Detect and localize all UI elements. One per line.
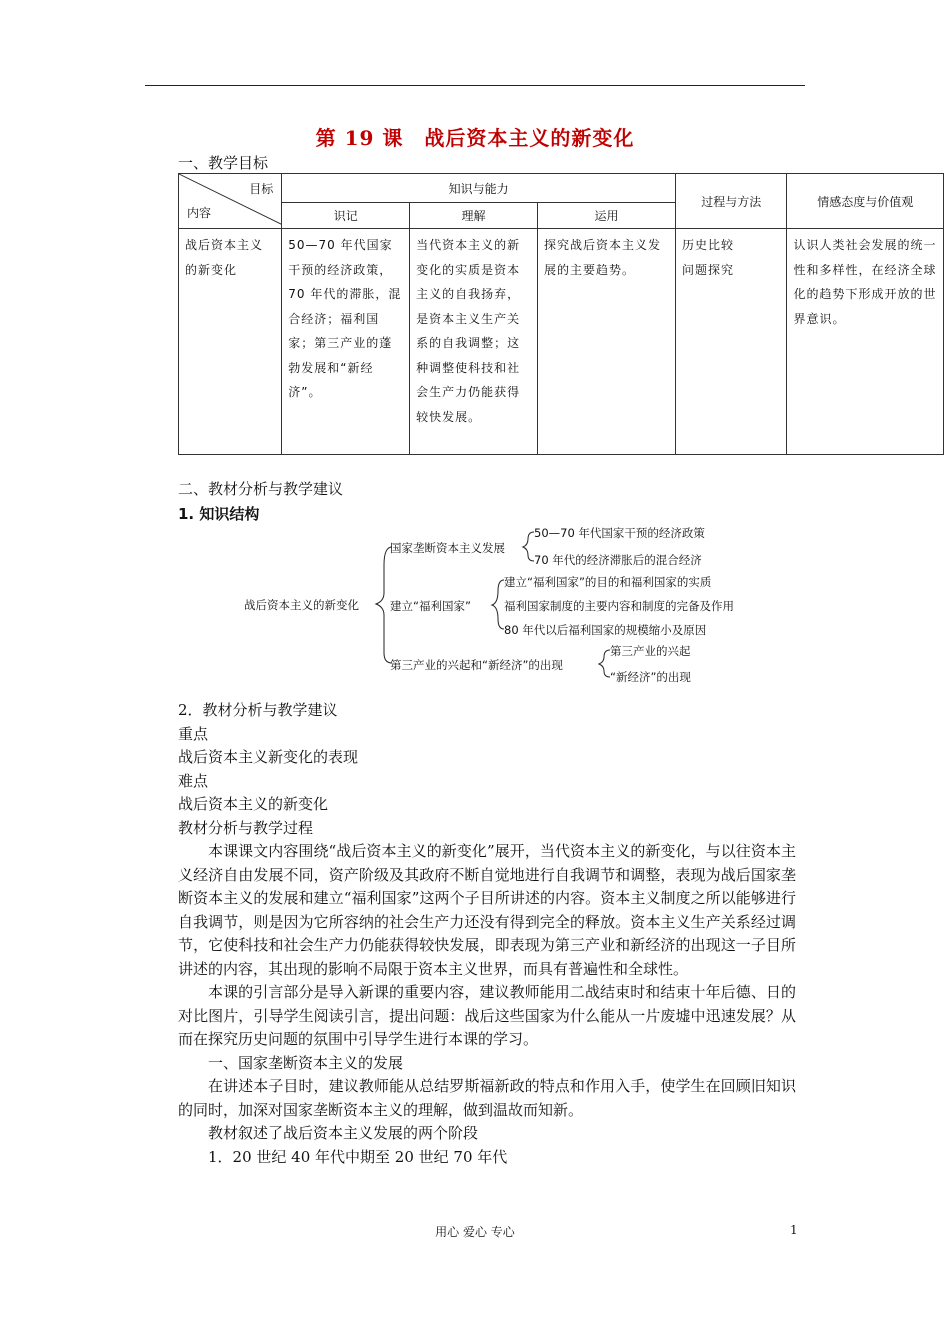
subheading-analysis: 2．教材分析与教学建议 <box>178 701 338 719</box>
footer-slogan: 用心 爱心 专心 <box>435 1225 515 1239</box>
tree-leaf-3-1: 第三产业的兴起 <box>610 644 691 658</box>
subsection-heading-1: 一、国家垄断资本主义的发展 <box>208 1053 404 1072</box>
tree-branch-2: 建立“福利国家” <box>390 599 471 613</box>
tree-root: 战后资本主义的新变化 <box>244 598 359 612</box>
label-process: 教材分析与教学过程 <box>178 818 314 837</box>
table-corner-cell <box>179 174 282 229</box>
header-process: 过程与方法 <box>676 174 787 229</box>
paragraph-1: 本课课文内容围绕“战后资本主义的新变化”展开，当代资本主义的新变化，与以往资本主义经济自由发展不同，资产阶级及其政府不断自觉地进行自我调节和调整，表现为战后国家垄断资本主义的发展和建立“福利国家”这两个子目所讲述的内容。资本主义制度之所以能够进行自我调节，则是因为它所容纳的社会生产力还没有得到完全的释放。资本主义生产关系经过调节，它使科技和社会生产力仍能获得较快发展，即表现为第三产业和新经济的出现这一子目所讲述的内容，其出现的影响不局限于资本主义世界，而具有普遍性和全球性。 <box>178 842 796 978</box>
goals-table <box>178 173 944 455</box>
page-number: 1 <box>790 1223 798 1237</box>
corner-label-content: 内容 <box>187 206 212 220</box>
cell-content: 战后资本主义的新变化 <box>179 229 282 455</box>
section-heading-analysis: 二、教材分析与教学建议 <box>178 480 344 498</box>
header-understand: 理解 <box>410 203 538 229</box>
key-point-text: 战后资本主义新变化的表现 <box>178 748 359 766</box>
cell-understand: 当代资本主义的新变化的实质是资本主义的自我扬弃，是资本主义生产关系的自我调整；这种调整使科技和社会生产力仍能获得较快发展。 <box>410 229 538 455</box>
knowledge-tree <box>230 525 790 687</box>
section-heading-goals: 一、教学目标 <box>178 154 269 172</box>
cell-process <box>676 229 787 455</box>
header-memorize: 识记 <box>282 203 410 229</box>
header-apply: 运用 <box>537 203 675 229</box>
label-key-point: 重点 <box>178 724 209 743</box>
tree-leaf-2-3: 80 年代以后福利国家的规模缩小及原因 <box>504 623 707 637</box>
process-item-2: 问题探究 <box>682 262 735 277</box>
corner-label-goal: 目标 <box>249 182 274 196</box>
tree-leaf-1-2: 70 年代的经济滞胀后的混合经济 <box>534 553 702 567</box>
process-item-1: 历史比较 <box>682 238 735 252</box>
header-emotion: 情感态度与价值观 <box>787 174 944 229</box>
tree-leaf-1-1: 50—70 年代国家干预的经济政策 <box>534 526 705 540</box>
page-title: 第 19 课 战后资本主义的新变化 <box>315 126 635 150</box>
header-rule <box>145 85 805 86</box>
difficulty-text: 战后资本主义的新变化 <box>178 795 329 813</box>
tree-leaf-2-2: 福利国家制度的主要内容和制度的完备及作用 <box>504 599 734 613</box>
cell-memorize: 50—70 年代国家干预的经济政策，70 年代的滞胀，混合经济；福利国家；第三产业的蓬勃发展和“新经济”。 <box>282 229 410 455</box>
knowledge-structure-heading: 1. 知识结构 <box>178 505 260 523</box>
tree-leaf-3-2: “新经济”的出现 <box>610 670 691 684</box>
paragraph-4: 教材叙述了战后资本主义发展的两个阶段 <box>208 1124 479 1142</box>
tree-branch-3: 第三产业的兴起和“新经济”的出现 <box>390 658 563 672</box>
paragraph-2: 本课的引言部分是导入新课的重要内容，建议教师能用二战结束时和结束十年后德、日的对比图片，引导学生阅读引言，提出问题：战后这些国家为什么能从一片废墟中迅速发展？从而在探究历史问题的氛围中引导学生进行本课的学习。 <box>178 983 796 1048</box>
tree-leaf-2-1: 建立“福利国家”的目的和福利国家的实质 <box>504 575 712 589</box>
body-text <box>178 699 796 1169</box>
header-knowledge: 知识与能力 <box>282 174 676 203</box>
cell-apply: 探究战后资本主义发展的主要趋势。 <box>537 229 675 455</box>
paragraph-3: 在讲述本子目时，建议教师能从总结罗斯福新政的特点和作用入手，使学生在回顾旧知识的同时，加深对国家垄断资本主义的理解，做到温故而知新。 <box>178 1077 796 1119</box>
tree-branch-1: 国家垄断资本主义发展 <box>390 541 505 555</box>
label-difficulty: 难点 <box>178 771 209 790</box>
stage-heading-1: 1．20 世纪 40 年代中期至 20 世纪 70 年代 <box>208 1147 508 1166</box>
cell-emotion: 认识人类社会发展的统一性和多样性，在经济全球化的趋势下形成开放的世界意识。 <box>787 229 944 455</box>
